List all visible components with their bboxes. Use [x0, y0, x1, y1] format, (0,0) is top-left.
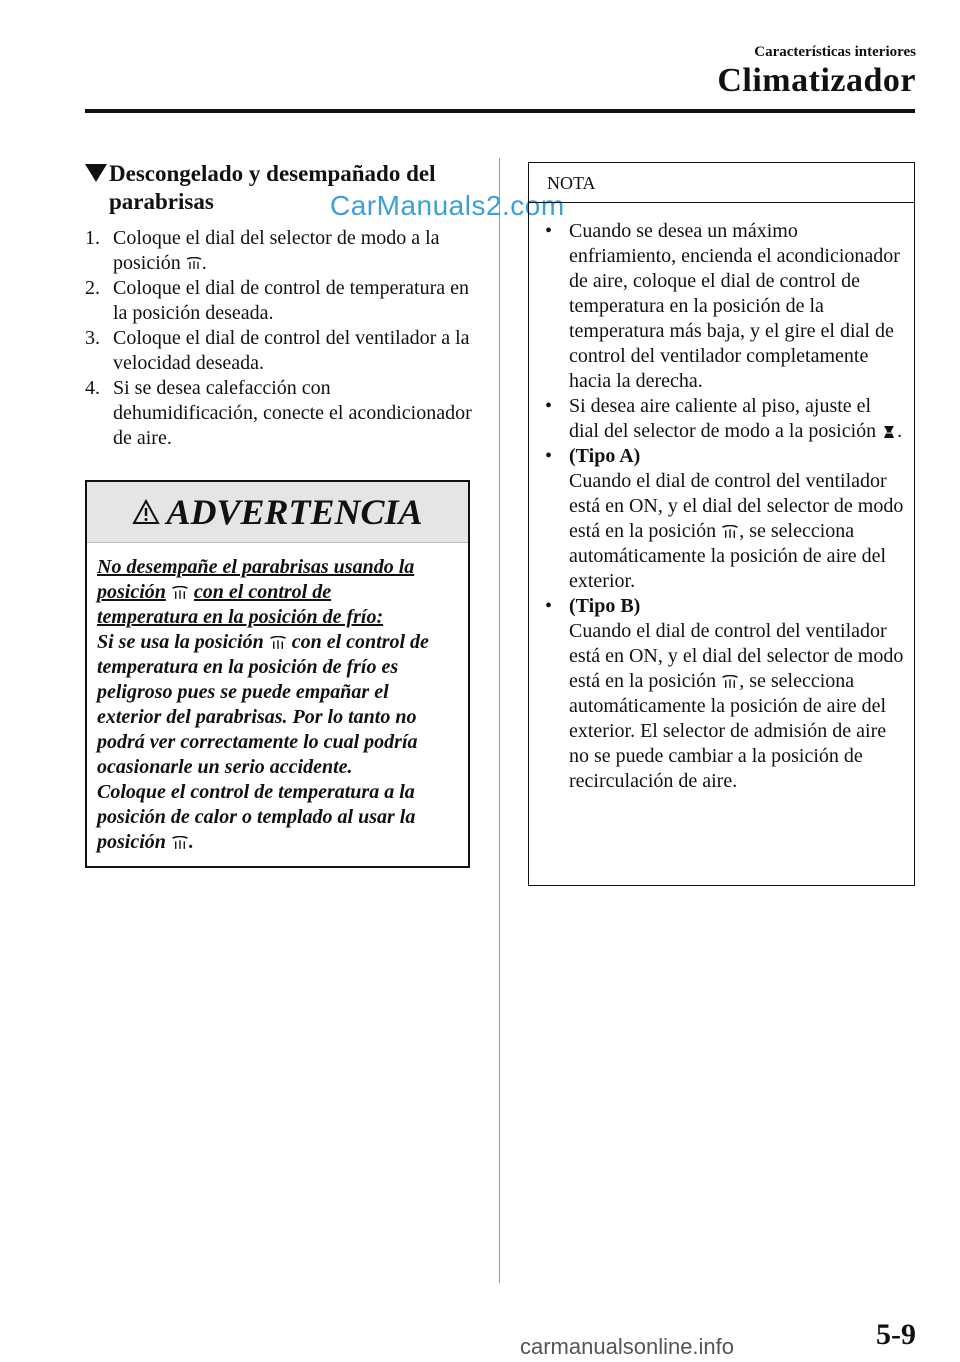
list-item: 3. Coloque el dial de control del ventilador a la velocidad deseada. — [85, 327, 470, 374]
defroster-icon — [186, 257, 202, 271]
watermark: CarManuals2.com — [330, 190, 565, 221]
floor-defrost-icon — [881, 424, 897, 440]
defroster-icon — [269, 636, 287, 651]
bullet: • — [545, 395, 553, 417]
defroster-icon — [721, 525, 739, 540]
bullet: • — [545, 595, 553, 617]
warning-icon — [132, 499, 160, 525]
list-item: 1. Coloque el dial del selector de modo a la posición . — [85, 227, 440, 274]
page-number: 5-9 — [876, 1318, 916, 1351]
steps-list — [85, 226, 480, 451]
warning-header — [87, 482, 468, 543]
header-rule — [85, 109, 915, 113]
list-item: • (Tipo A) Cuando el dial de control del ventilador está en ON, y el dial del selector de modo está en la posición , se selecciona automáticamente la posición de aire del exterior. — [545, 445, 904, 592]
list-item: • (Tipo B) Cuando el dial de control del ventilador está en ON, y el dial del selector de modo está en la posición , se selecciona automáticamente la posición de aire del exterior. El selector de admisión de aire no se puede cambiar a la posición de recirculación de aire. — [545, 595, 904, 792]
note-title: NOTA — [529, 163, 914, 203]
section-heading: Descongelado y desempañado del parabrisas — [85, 160, 470, 216]
column-divider — [499, 158, 500, 1283]
warning-box — [85, 480, 470, 868]
note-list — [529, 203, 914, 794]
note-box — [528, 162, 915, 886]
warning-title: ADVERTENCIA — [166, 492, 423, 532]
list-item: • Si desea aire caliente al piso, ajuste el dial del selector de modo a la posición . — [545, 395, 903, 442]
page-title: Climatizador — [717, 62, 916, 99]
warning-text: No desempañe el parabrisas usando la posición con el control de temperatura en la posición de frío: Si se usa la posición con el control de temperatura en la posición de frío es peligroso pues se puede empañar el exterior del parabrisas. Por lo tanto no podrá ver correctamente lo cual podría ocasionarle un serio accidente. Coloque el control de temperatura a la posición de calor o templado al usar la posición . — [97, 556, 429, 853]
list-item: • Cuando se desea un máximo enfriamiento, encienda el acondicionador de aire, coloque el dial de control de temperatura en la posición de la temperatura más baja, y el gire el dial de control del ventilador completamente hacia la derecha. — [545, 220, 900, 392]
defroster-icon — [721, 675, 739, 690]
defroster-icon — [171, 836, 189, 851]
defroster-icon — [171, 586, 189, 601]
triangle-marker-icon — [85, 164, 107, 182]
list-item: 4. Si se desea calefacción con dehumidificación, conecte el acondicionador de aire. — [85, 377, 472, 449]
bullet: • — [545, 220, 553, 242]
bullet: • — [545, 445, 553, 467]
footer-watermark: carmanualsonline.info — [520, 1334, 735, 1359]
list-item: 2. Coloque el dial de control de temperatura en la posición deseada. — [85, 277, 469, 324]
section-label: Características interiores — [754, 44, 916, 60]
